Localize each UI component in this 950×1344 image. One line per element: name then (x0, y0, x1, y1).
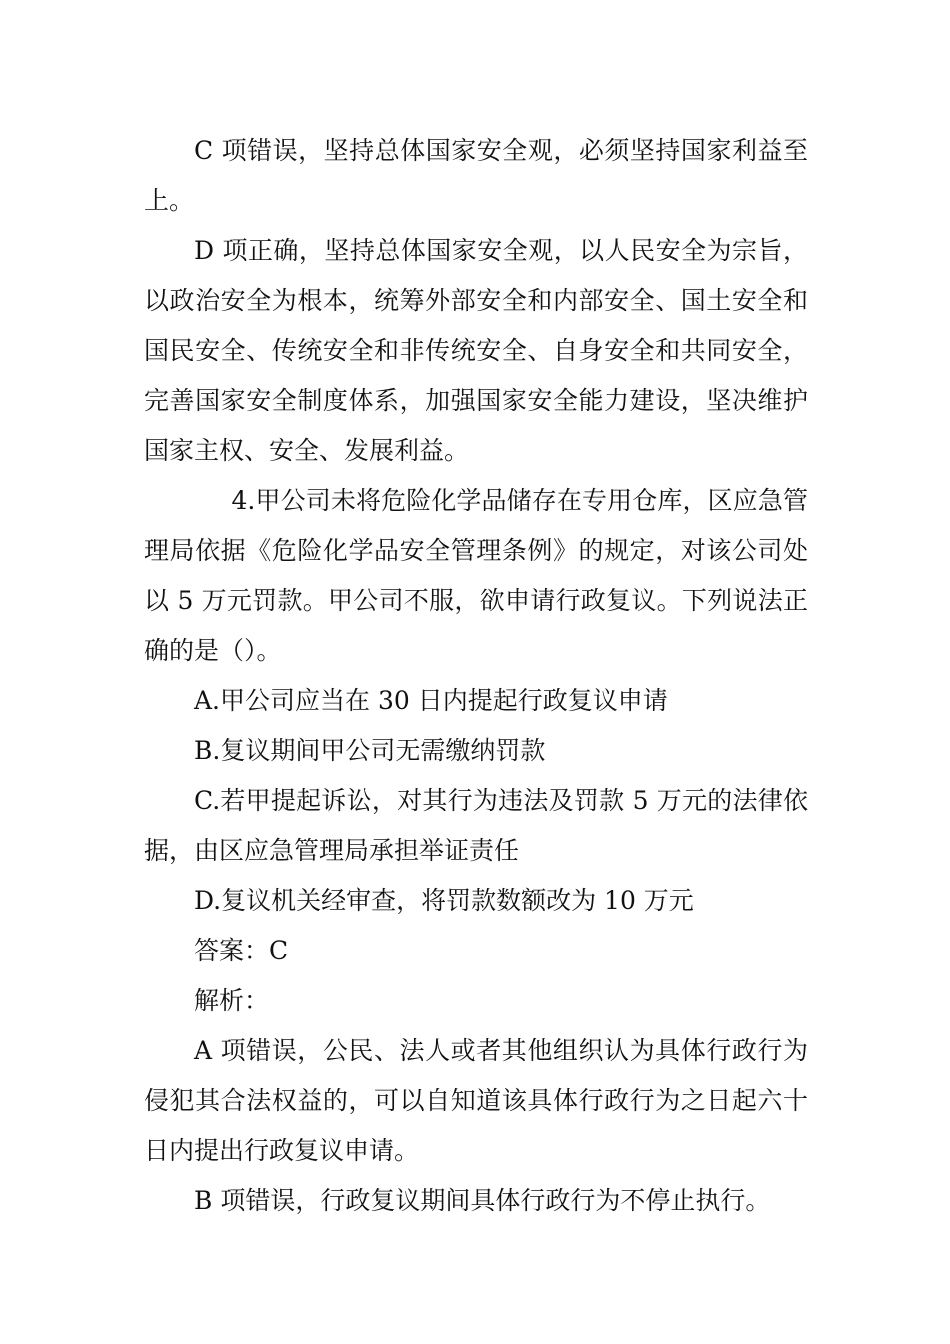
analysis-b: B 项错误，行政复议期间具体行政行为不停止执行。 (194, 1186, 771, 1215)
question-4-stem: 4.甲公司未将危险化学品储存在专用仓库，区应急管理局依据《危险化学品安全管理条例》的规定，对该公司处以 5 万元罚款。甲公司不服，欲申请行政复议。下列说法正确的是（）。 (144, 486, 808, 665)
option-a: A.甲公司应当在 30 日内提起行政复议申请 (194, 686, 668, 715)
paragraph-c-wrong: C 项错误，坚持总体国家安全观，必须坚持国家利益至上。 (144, 136, 808, 215)
answer-line: 答案：C (194, 936, 289, 965)
analysis-a: A 项错误，公民、法人或者其他组织认为具体行政行为侵犯其合法权益的，可以自知道该具体行政行为之日起六十日内提出行政复议申请。 (144, 1036, 808, 1165)
option-d: D.复议机关经审查，将罚款数额改为 10 万元 (194, 886, 694, 915)
document-body (144, 126, 808, 1226)
option-b: B.复议期间甲公司无需缴纳罚款 (194, 736, 546, 765)
paragraph-d-correct: D 项正确，坚持总体国家安全观，以人民安全为宗旨，以政治安全为根本，统筹外部安全和内部安全、国土安全和国民安全、传统安全和非传统安全、自身安全和共同安全，完善国家安全制度体系，加强国家安全能力建设，坚决维护国家主权、安全、发展利益。 (144, 236, 808, 465)
analysis-heading: 解析： (194, 986, 270, 1015)
option-c: C.若甲提起诉讼，对其行为违法及罚款 5 万元的法律依据，由区应急管理局承担举证责任 (144, 786, 808, 865)
